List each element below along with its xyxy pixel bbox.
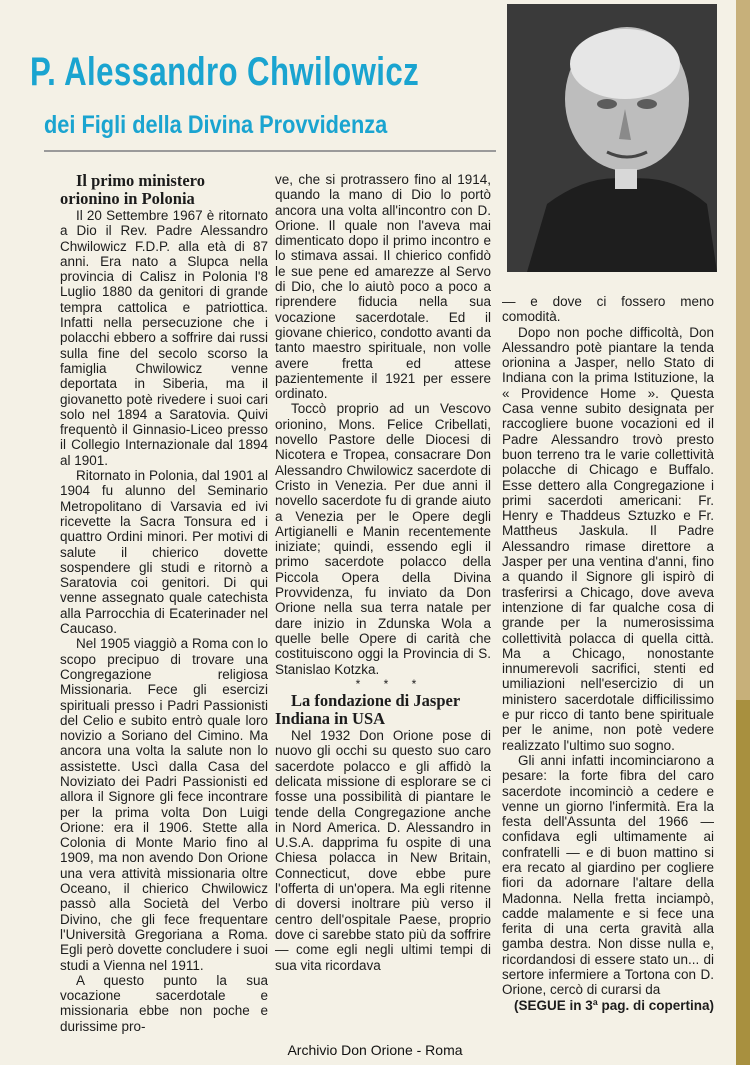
section-heading-2: La fondazione di Jasper Indiana in USA [275, 691, 460, 729]
portrait-drawing [507, 4, 717, 272]
paragraph: Gli anni infatti incominciarono a pesare: la forte fibra del caro sacerdote incominciò a cedere e venne un giorno l'infermità. Era la festa dell'Assunta del 1966 — confidava egli ultimamente ai confratelli — e di buon mattino si era recato al giardino per cogliere fiori da adornare l'altare della Madonna. Nella fretta inciampò, cadde malamente e si fece una ferita di una certa gravità alla gamba destra. Non disse nulla e, ricordandosi di essere stato un... di sertore infermiere a Tortona con D. Orione, cercò di curarsi da [502, 752, 714, 998]
article-subtitle: dei Figli della Divina Provvidenza [44, 111, 388, 139]
section-separator: * * * [355, 676, 427, 691]
paragraph: — e dove ci fossero meno comodità. [502, 294, 714, 325]
section-heading-1: Il primo ministero orionino in Polonia [60, 171, 205, 208]
column-2 [275, 172, 491, 973]
continued-note: (SEGUE in 3ª pag. di copertina) [513, 997, 714, 1013]
paragraph: Nel 1932 Don Orione pose di nuovo gli occhi su questo suo caro sacerdote polacco e gli affidò la delicata missione di esplorare se ci fosse una possibilità di piantare le tende della Congregazione anche in Nord America. D. Alessandro in U.S.A. dapprima fu ospite di una Chiesa polacca in New Britain, Connecticut, dove ebbe pure l'offerta di un'opera. Ma egli ritenne di doversi inoltrare più verso il centro dell'ospitale Paese, proprio dove ci sarebbe stato più da soffrire — come egli negli ultimi tempi di sua vita ricordava [275, 728, 491, 973]
page-edge-shadow [736, 700, 750, 1065]
paragraph: Ritornato in Polonia, dal 1901 al 1904 fu alunno del Seminario Metropolitano di Varsavia ed ivi ricevette la Sacra Tonsura ed i quattro Ordini minori. Per motivi di salute il chierico dovette sospendere gli studi e ritornò a Saratovia coi genitori. Di qui venne assegnato quale catechista alla Parrocchia di Ecaterinader nel Caucaso. [60, 468, 268, 637]
article-title: P. Alessandro Chwilowicz [30, 50, 420, 94]
paragraph: Dopo non poche difficoltà, Don Alessandro potè piantare la tenda orionina a Jasper, nello Stato di Indiana con la prima Istituzione, la « Providence Home ». Questa Casa venne subito designata per raccogliere buone vocazioni ed il Padre Alessandro trovò presto buon terreno tra le varie collettività polacche di Chicago e Buffalo. Esse dettero alla Congregazione i primi sacerdoti americani: Fr. Henry e Thaddeus Sztuzko e Fr. Mattheus Jaskula. Il Padre Alessandro rimase direttore a Jasper per una ventina d'anni, fino a quando il Signore gli ispirò di trasferirsi a Chicago, dove aveva intenzione di far qualche cosa di grande per la numerosissima collettività polacca di quella città. Ma a Chicago, nonostante innumerevoli sacrifici, stenti ed umiliazioni nell'esercizio di un ministero sacerdotale difficilissimo e pur ricco di tanto bene spirituale per le anime, non potè vedere realizzato l'ultimo suo sogno. [502, 324, 714, 753]
paragraph: Toccò proprio ad un Vescovo orionino, Mons. Felice Cribellati, novello Pastore delle Diocesi di Nicotera e Tropea, consacrare Don Alessandro Chwilowicz sacerdote di Cristo in Venezia. Per due anni il novello sacerdote fu di grande aiuto a Venezia per le Opere degli Artigianelli e Manin recentemente iniziate; quindi, essendo egli il primo sacerdote polacco della Piccola Opera della Divina Provvidenza, fu inviato da Don Orione nella sua terra natale per dare inizio in Zdunska Wola a quelle belle Opere di carità che costituiscono oggi la Provincia di S. Stanislao Kotzka. [275, 401, 491, 677]
column-1 [60, 172, 268, 1034]
paragraph: Nel 1905 viaggiò a Roma con lo scopo precipuo di trovare una Congregazione religiosa Missionaria. Fece gli esercizi spirituali presso i Padri Passionisti del Celio e subito entrò quale loro novizio a Soriano del Cimino. Ma ancora una volta la salute non lo assistette. Uscì dalla Casa del Noviziato dei Padri Passionisti ed allora il Signore gli fece incontrare per la prima volta Don Luigi Orione: era il 1906. Stette alla Colonia di Monte Mario fino al 1909, ma non avendo Don Orione una vera attività missionaria oltre Oceano, il chierico Chwilowicz passò alla Società del Verbo Divino, che gli fece frequentare l'Università Gregoriana a Roma. Egli però dovette concludere i suoi studi a Vienna nel 1911. [60, 636, 268, 973]
paragraph: A questo punto la sua vocazione sacerdotale e missionaria ebbe non poche e durissime pro- [60, 972, 268, 1034]
column-3 [502, 294, 714, 1013]
paragraph: ve, che si protrassero fino al 1914, quando la mano di Dio lo portò ancora una volta all'incontro con D. Orione. Il quale non l'aveva mai dimenticato dopo il primo incontro e lo stimava assai. Il chierico confidò le sue pene ed amarezze al Servo di Dio, che lo aiutò poco a poco a riprendere fiducia nella sua vocazione sacerdotale. Ed il giovane chierico, condotto avanti da tanto maestro spirituale, non volle avere fretta ed attese pazientemente il 1921 per essere ordinato. [275, 172, 491, 402]
title-divider [44, 150, 496, 152]
archive-footer: Archivio Don Orione - Roma [287, 1042, 463, 1058]
portrait-photo [507, 4, 717, 272]
paragraph: Il 20 Settembre 1967 è ritornato a Dio il Rev. Padre Alessandro Chwilowicz F.D.P. alla età di 87 anni. Era nato a Slupca nella provincia di Calisz in Polonia l'8 Luglio 1880 da genitori di grande tempra cattolica e patriottica. Infatti nella persecuzione che i polacchi ebbero a soffrire dai russi sulla fine del secolo scorso la famiglia Chwilowicz venne deportata in Siberia, ma il giovanetto potè rivedere i suoi cari solo nel 1894 a Saratovia. Quivi frequentò il Ginnasio-Liceo presso il Collegio Internazionale dal 1894 al 1901. [60, 208, 268, 468]
